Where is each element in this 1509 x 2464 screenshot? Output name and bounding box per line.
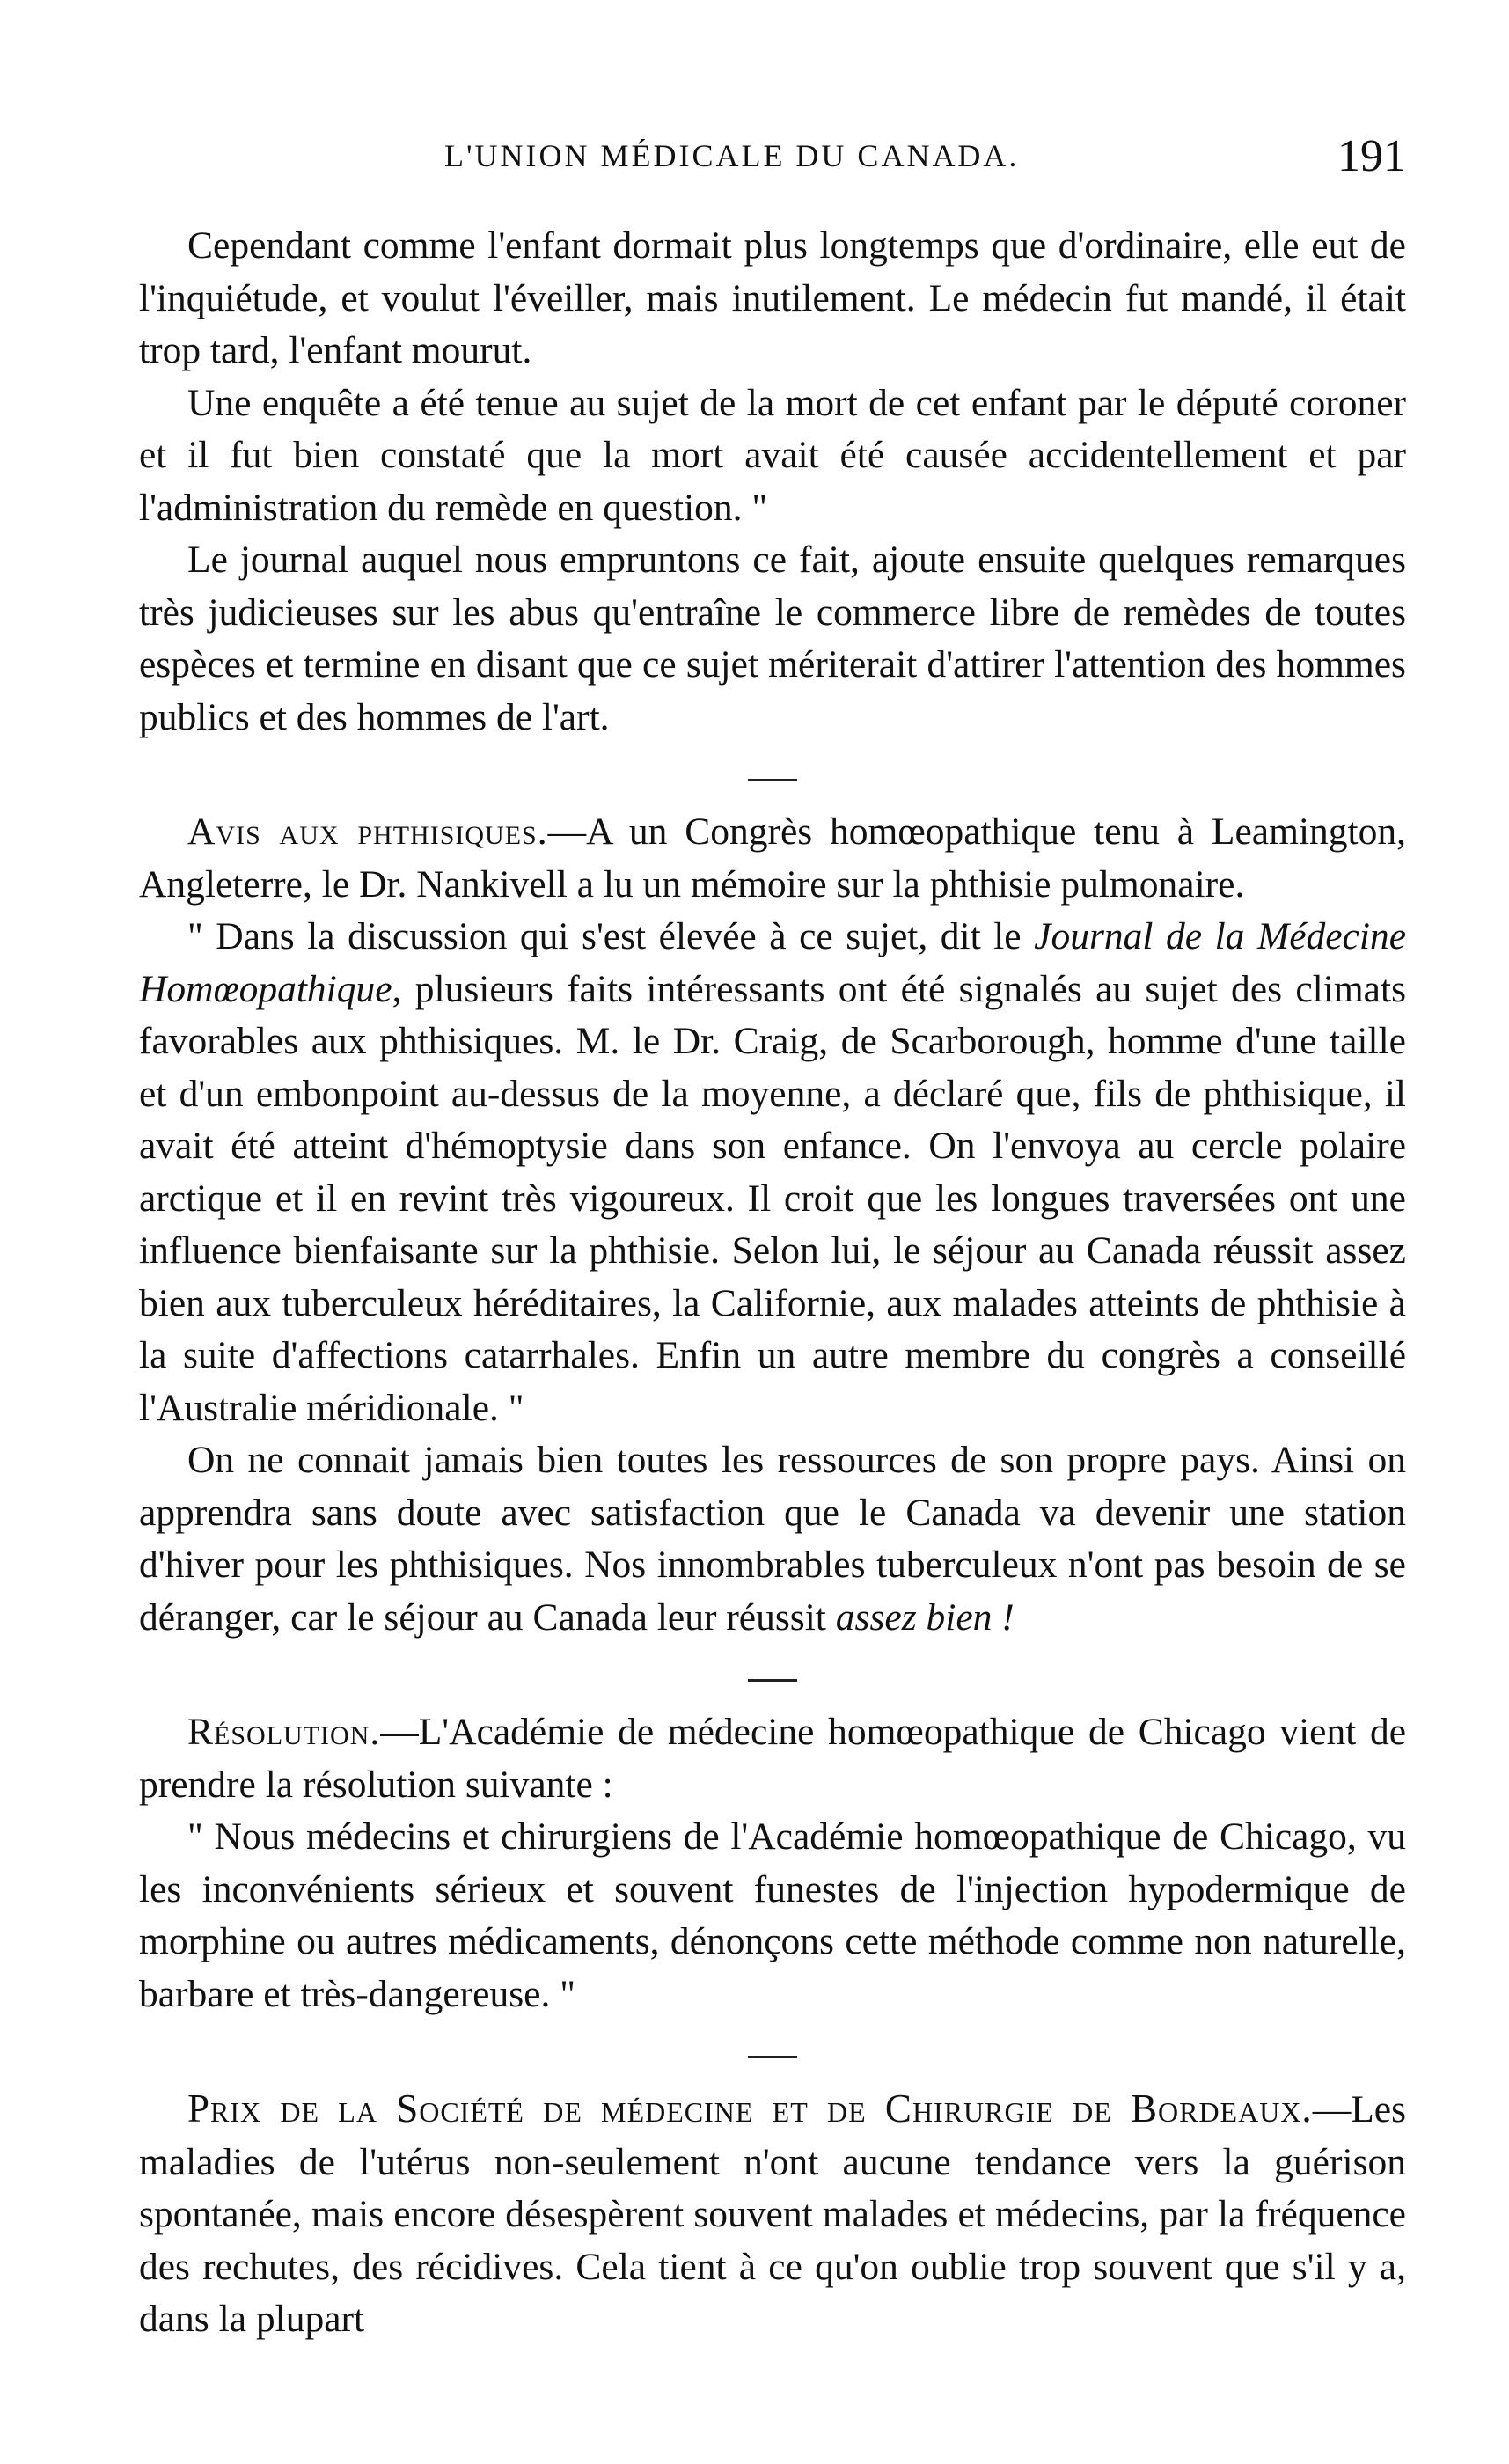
section-title-avis: Avis aux phthisiques. xyxy=(187,810,548,853)
section-divider xyxy=(748,1679,797,1682)
paragraph-enfant: Cependant comme l'enfant dormait plus longtemps que d'ordinaire, elle eut de l'inquiétude, et voulut l'éveiller, mais inutilement. Le médecin fut mandé, il était trop tard, l'enfant mourut. xyxy=(139,224,1406,371)
avis-quote xyxy=(139,911,1406,1434)
paragraph-enquete: Une enquête a été tenue au sujet de la mort de cet enfant par le député coroner et il fut bien constaté que la mort avait été causée accidentellement et par l'administration du remède en question. " xyxy=(139,381,1406,529)
avis-quote-post: , plusieurs faits intéressants ont été signalés au sujet des climats favorables aux phthisiques. M. le Dr. Craig, de Scarborough, homme d'une taille et d'un embonpoint au-dessus de la moyenne, a déclaré que, fils de phthisique, il avait été atteint d'hémoptysie dans son enfance. On l'envoya au cercle polaire arctique et il en revint très vigoureux. Il croit que les longues traversées ont une influence bienfaisante sur la phthisie. Selon lui, le séjour au Canada réussit assez bien aux tuberculeux héréditaires, la Californie, aux malades atteints de phthisie à la suite d'affections catarrhales. Enfin un autre membre du congrès a conseillé l'Australie méridionale. " xyxy=(139,967,1406,1429)
paragraph-journal: Le journal auquel nous empruntons ce fait, ajoute ensuite quelques remarques très judicieuses sur les abus qu'entraîne le commerce libre de remèdes de toutes espèces et termine en disant que ce sujet mériterait d'attirer l'attention des hommes publics et des hommes de l'art. xyxy=(139,539,1406,738)
running-title: L'UNION MÉDICALE DU CANADA. xyxy=(444,138,1020,173)
page-header xyxy=(0,130,1509,192)
avis-comment-text: On ne connait jamais bien toutes les ressources de son propre pays. Ainsi on apprendra sans doute avec satisfaction que le Canada va devenir une station d'hiver pour les phthisiques. Nos innombrables tuberculeux n'ont pas besoin de se déranger, car le séjour au Canada leur réussit xyxy=(139,1439,1406,1639)
page-body xyxy=(139,220,1406,2346)
prix-lead: —Les maladies de l'utérus non-seulement n'ont aucune tendance vers la guérison spontanée, mais encore désespèrent souvent malades et médecins, par la fréquence des rechutes, des récidives. Cela tient à ce qu'on oublie trop souvent que s'il y a, dans la plupart xyxy=(139,2088,1406,2340)
journal-title: Journal de la Médecine Homœopathique xyxy=(139,915,1407,1010)
avis-lead: —A un Congrès homœopathique tenu à Leamington, Angleterre, le Dr. Nankivell a lu un mémoire sur la phthisie pulmonaire. xyxy=(139,810,1406,906)
avis-comment-emphasis: assez bien ! xyxy=(835,1595,1015,1639)
avis-quote-pre: " Dans la discussion qui s'est élevée à ce sujet, dit le xyxy=(187,915,1035,957)
section-avis xyxy=(139,806,1406,911)
section-title-resolution: Résolution. xyxy=(187,1711,381,1753)
section-prix xyxy=(139,2083,1406,2346)
avis-comment xyxy=(139,1434,1406,1644)
resolution-quote: " Nous médecins et chirurgiens de l'Académie homœopathique de Chicago, vu les inconvénients sérieux et souvent funestes de l'injection hypodermique de morphine ou autres médicaments, dénonçons cette méthode comme non naturelle, barbare et très-dangereuse. " xyxy=(139,1815,1406,2015)
resolution-lead: —L'Académie de médecine homœopathique de Chicago vient de prendre la résolution suivante : xyxy=(139,1711,1406,1806)
section-title-prix: Prix de la Société de médecine et de Chirurgie de Bordeaux. xyxy=(187,2086,1313,2130)
section-resolution xyxy=(139,1706,1406,1811)
page-number: 191 xyxy=(1337,131,1406,181)
section-divider xyxy=(748,779,797,781)
section-divider xyxy=(748,2056,797,2058)
